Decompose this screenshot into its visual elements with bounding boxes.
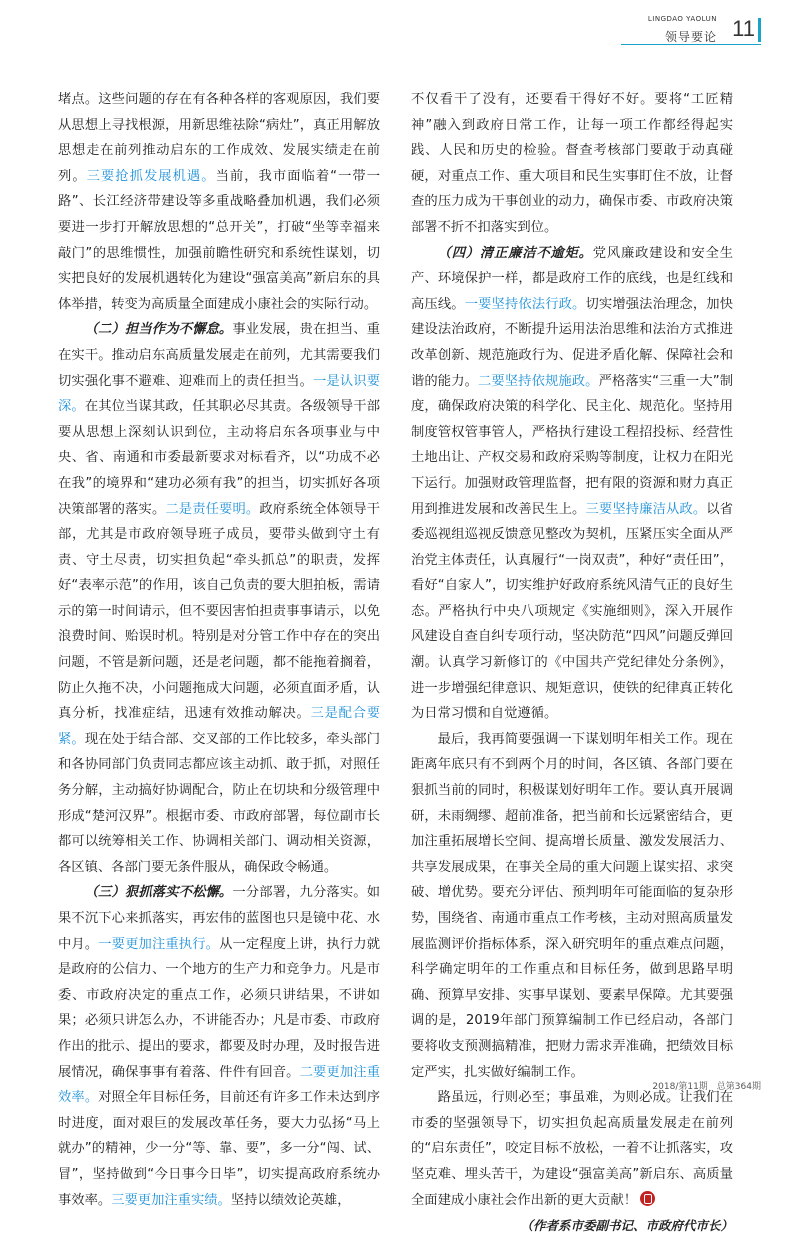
- section-heading: （四）清正廉洁不逾矩。: [437, 245, 593, 261]
- section-heading: （二）担当作为不懈怠。: [84, 322, 233, 338]
- section-heading: （三）狠抓落实不松懈。: [84, 885, 233, 901]
- section-pinyin: LINGDAO YAOLUN: [647, 15, 717, 23]
- highlight-text: 三要更加注重实绩。: [111, 1192, 231, 1208]
- left-column: [58, 87, 380, 1213]
- paragraph: 堵点。这些问题的存在有各种各样的客观原因，我们要从思想上寻找根源，用新思维祛除“病灶”，真正用解放思想走在前列推动启东的工作成效、发展实绩走在前列。三要抢抓发展机遇。当前，我市面临着“一带一路”、长江经济带建设等多重战略叠加机遇，我们必须要进一步打开解放思想的“总开关”，打破“坐等幸福来敲门”的思维惯性，加强前瞻性研究和系统性谋划，切实把良好的发展机遇转化为建设“强富美高”新启东的具体举措，转变为高质量全面建成小康社会的实际行动。: [58, 92, 381, 312]
- highlight-text: 一要坚持依法行政。: [464, 296, 586, 312]
- highlight-text: 三是配合要紧。: [58, 706, 381, 747]
- header-accent-bar: [758, 18, 761, 42]
- paragraph: 不仅看干了没有，还要看干得好不好。要将“工匠精神”融入到政府日常工作，让每一项工作都经得起实践、人民和历史的检验。督查考核部门要敢于动真碰硬，对重点工作、重大项目和民生实事盯住不放，让督查的压力成为干事创业的动力，确保市委、市政府决策部署不折不扣落实到位。: [411, 92, 733, 235]
- paragraph: 最后，我再简要强调一下谋划明年相关工作。现在距离年底只有不到两个月的时间，各区镇、各部门要在狠抓当前的同时，积极谋划好明年工作。要认真开展调研，未雨绸缪、超前准备，把当前和长远紧密结合，更加注重拓展增长空间、提高增长质量、激发发展活力、共享发展成果，在事关全局的重大问题上谋实招、求突破、增优势。要充分评估、预判明年可能面临的复杂形势，围绕省、南通市重点工作考核，主动对照高质量发展监测评价指标体系，深入研究明年的重点难点问题，科学确定明年的工作重点和目标任务，做到思路早明确、预算早安排、实事早谋划、要素早保障。尤其要强调的是，2019年部门预算编制工作已经启动，各部门要将收支预测搞精准，把财力需求弄准确，把绩效目标定严实，扎实做好编制工作。: [411, 731, 733, 1080]
- author-line: （作者系市委副书记、市政府代市长）: [520, 1218, 733, 1234]
- right-column: [411, 87, 733, 1239]
- header-rule: [621, 44, 761, 45]
- highlight-text: 三要坚持廉洁从政。: [585, 501, 707, 517]
- highlight-text: 一是认识要深。: [58, 373, 380, 415]
- end-seal-icon: [640, 1191, 655, 1206]
- highlight-text: 一要更加注重执行。: [98, 936, 220, 952]
- highlight-text: 三要抢抓发展机遇。: [86, 168, 216, 184]
- highlight-text: 二要更加注重效率。: [58, 1064, 380, 1106]
- page-header: [621, 10, 761, 46]
- paragraph: 路虽远，行则必至；事虽难，为则必成。让我们在市委的坚强领导下，切实担负起高质量发展走在前列的“启东责任”，咬定目标不放松，一着不让抓落实，攻坚克难、埋头苦干，为建设“强富美高”新启东、高质量全面建成小康社会作出新的更大贡献！: [411, 1090, 733, 1208]
- highlight-text: 二要坚持依规施政。: [477, 373, 599, 389]
- paragraph: （二）担当作为不懈怠。事业发展，贵在担当、重在实干。推动启东高质量发展走在前列，尤其需要我们切实强化事不避难、迎难而上的责任担当。一是认识要深。在其位当谋其政，任其职必尽其责。各级领导干部要从思想上深刻认识到位，主动将启东各项事业与中央、省、南通和市委最新要求对标看齐，以“功成不必在我”的境界和“建功必须有我”的担当，切实抓好各项决策部署的落实。二是责任要明。政府系统全体领导干部，尤其是市政府领导班子成员，要带头做到守土有责、守土尽责，切实担负起“牵头抓总”的职责，发挥好“表率示范”的作用，该自己负责的要大胆拍板，需请示的第一时间请示，但不要因害怕担责事事请示，以免浪费时间、贻误时机。特别是对分管工作中存在的突出问题，不管是新问题，还是老问题，都不能拖着搁着，防止久拖不决，小问题拖成大问题，必须直面矛盾，认真分析，找准症结，迅速有效推动解决。三是配合要紧。现在处于结合部、交叉部的工作比较多，牵头部门和各协同部门负责同志都应该主动抓、敢于抓，对照任务分解，主动搞好协调配合，防止在切块和分级管理中形成“楚河汉界”。根据市委、市政府部署，每位副市长都可以统筹相关工作、协调相关部门、调动相关资源，各区镇、各部门要无条件服从，确保政令畅通。: [58, 322, 381, 875]
- highlight-text: 二是责任要明。: [165, 501, 260, 517]
- paragraph: （四）清正廉洁不逾矩。党风廉政建设和安全生产、环境保护一样，都是政府工作的底线，也是红线和高压线。一要坚持依法行政。切实增强法治理念，加快建设法治政府，不断提升运用法治思维和法治方式推进改革创新、规范施政行为、促进矛盾化解、保障社会和谐的能力。二要坚持依规施政。严格落实“三重一大”制度，确保政府决策的科学化、民主化、规范化。坚持用制度管权管事管人，严格执行建设工程招投标、经营性土地出让、产权交易和政府采购等制度，让权力在阳光下运行。加强财政管理监督，把有限的资源和财力真正用到推进发展和改善民生上。三要坚持廉洁从政。以省委巡视组巡视反馈意见整改为契机，压紧压实全面从严治党主体责任，认真履行“一岗双责”，种好“责任田”，看好“自家人”，切实维护好政府系统风清气正的良好生态。严格执行中央八项规定《实施细则》，深入开展作风建设自查自纠专项行动，坚决防范“四风”问题反弹回潮。认真学习新修订的《中国共产党纪律处分条例》，进一步增强纪律意识、规矩意识，使铁的纪律真正转化为日常习惯和自觉遵循。: [411, 245, 734, 722]
- paragraph: （三）狠抓落实不松懈。一分部署，九分落实。如果不沉下心来抓落实，再宏伟的蓝图也只是镜中花、水中月。一要更加注重执行。从一定程度上讲，执行力就是政府的公信力、一个地方的生产力和竞争力。凡是市委、市政府决定的重点工作，必须只讲结果，不讲如果；必须只讲怎么办，不讲能否办；凡是市委、市政府作出的批示、提出的要求，都要及时办理，及时报告进展情况，确保事事有着落、件件有回音。二要更加注重效率。对照全年目标任务，目前还有许多工作未达到序时进度，面对艰巨的发展改革任务，要大力弘扬“马上就办”的精神，少一分“等、靠、要”，多一分“闯、试、冒”，坚持做到“今日事今日毕”，切实提高政府系统办事效率。三要更加注重实绩。坚持以绩效论英雄，: [58, 885, 381, 1208]
- section-title: 领导要论: [664, 30, 717, 44]
- page-footer: 2018/第11期 总第364期: [652, 1082, 761, 1092]
- page-number: 11: [732, 16, 755, 41]
